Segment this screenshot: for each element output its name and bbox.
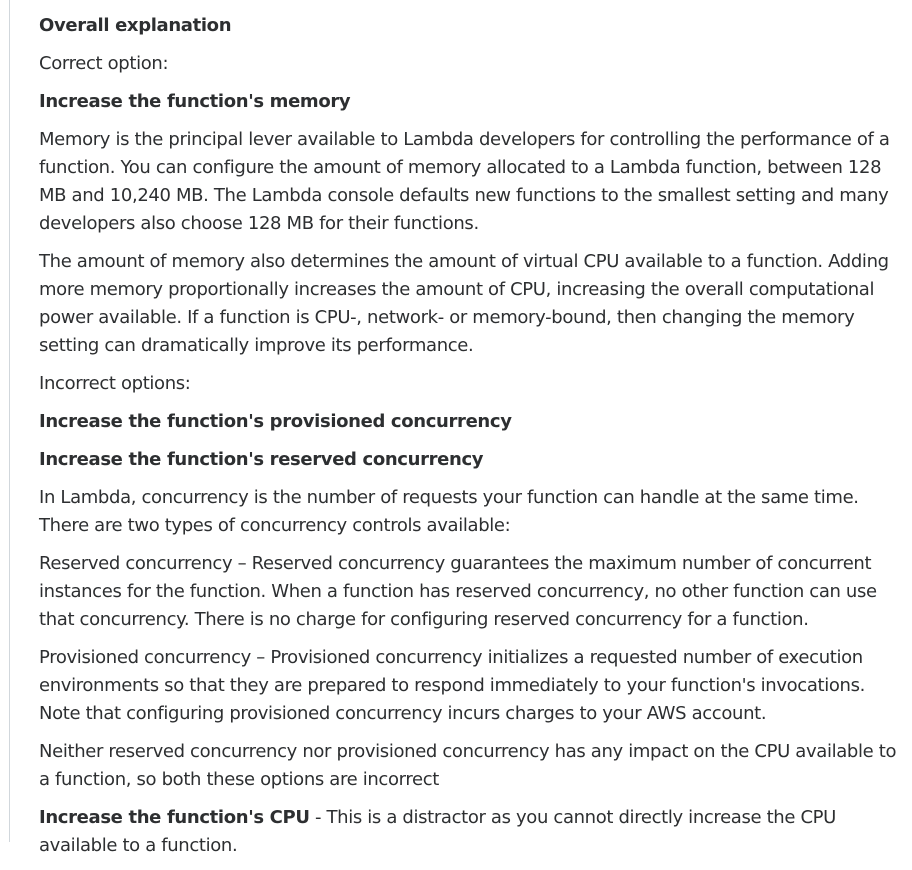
reserved-concurrency-paragraph: Reserved concurrency – Reserved concurrency guarantees the maximum number of concurrent instances for the function. When a function has reserved concurrency, no other function can use that concurrency. There is no charge for configuring reserved concurrency for a function. (39, 553, 877, 630)
correct-option-label: Correct option: (39, 53, 169, 74)
incorrect-option-provisioned: Increase the function's provisioned concurrency (39, 411, 512, 432)
left-border (9, 0, 10, 842)
correct-answer: Increase the function's memory (39, 91, 351, 112)
cpu-option-title: Increase the function's CPU (39, 807, 310, 828)
provisioned-concurrency-paragraph: Provisioned concurrency – Provisioned concurrency initializes a requested number of execution environments so that they are prepared to respond immediately to your function's invocations. Note that configuring provisioned concurrency incurs charges to your AWS account. (39, 647, 866, 724)
cpu-option-paragraph (39, 804, 899, 860)
explanation-heading: Overall explanation (39, 15, 232, 36)
concurrency-paragraph: In Lambda, concurrency is the number of requests your function can handle at the same time. There are two types of concurrency controls available: (39, 487, 859, 536)
explanation-panel (39, 12, 899, 870)
incorrect-option-reserved: Increase the function's reserved concurrency (39, 449, 484, 470)
neither-paragraph: Neither reserved concurrency nor provisioned concurrency has any impact on the CPU available to a function, so both these options are incorrect (39, 741, 897, 790)
cpu-option-text: - This is a distractor as you cannot directly increase the CPU available to a function. (39, 807, 837, 856)
memory-paragraph-2: The amount of memory also determines the amount of virtual CPU available to a function. Adding more memory proportionally increases the amount of CPU, increasing the overall computational power available. If a function is CPU-, network- or memory-bound, then changing the memory setting can dramatically improve its performance. (39, 251, 889, 356)
memory-paragraph-1: Memory is the principal lever available to Lambda developers for controlling the performance of a function. You can configure the amount of memory allocated to a Lambda function, between 128 MB and 10,240 MB. The Lambda console defaults new functions to the smallest setting and many developers also choose 128 MB for their functions. (39, 129, 890, 234)
incorrect-options-label: Incorrect options: (39, 373, 191, 394)
